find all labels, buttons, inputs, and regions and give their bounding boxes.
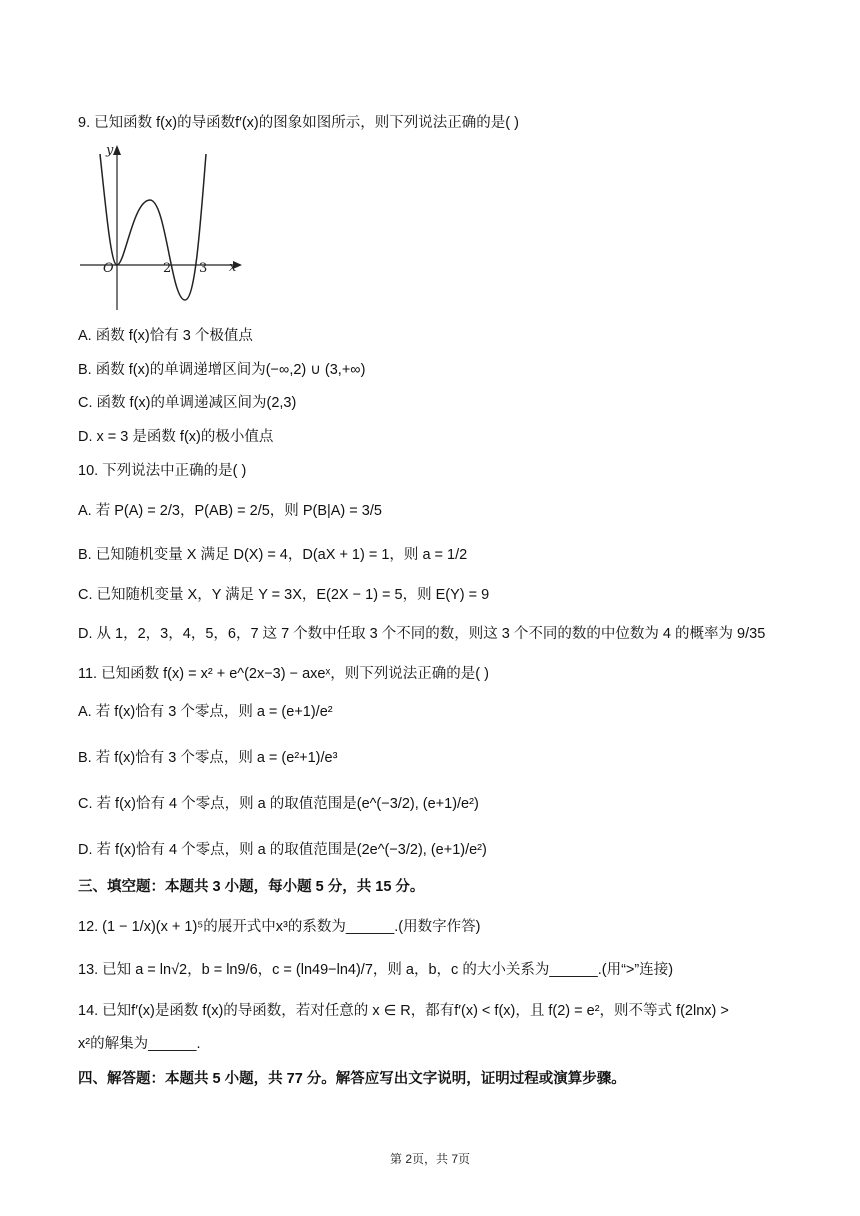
q11-option-a: A. 若 f(x)恰有 3 个零点，则 a = (e+1)/e² [78,704,333,720]
y-axis-arrow [113,145,121,155]
q13: 13. 已知 a = ln√2，b = ln9/6，c = (ln49−ln4)/7，则 a，b，c 的大小关系为______.(用“>”连接) [78,962,674,978]
q10-option-a: A. 若 P(A) = 2/3，P(AB) = 2/5，则 P(B|A) = 3/5 [78,503,382,519]
origin-label: O [103,261,114,276]
derivative-curve [100,154,206,300]
q9-option-b: B. 函数 f(x)的单调递增区间为(−∞,2) ∪ (3,+∞) [78,362,366,378]
q9-option-d: D. x = 3 是函数 f(x)的极小值点 [78,429,274,445]
page-footer: 第 2页，共 7页 [389,1152,471,1166]
q10-option-d: D. 从 1，2，3，4，5，6，7 这 7 个数中任取 3 个不同的数，则这 3 个不同的数的中位数为 4 的概率为 9/35 [78,626,766,642]
q9-stem: 9. 已知函数 f(x)的导函数f′(x)的图象如图所示，则下列说法正确的是( ) [78,115,519,131]
tick-label-3: 3 [199,261,208,276]
q10-stem: 10. 下列说法中正确的是( ) [78,463,247,479]
q10-option-b: B. 已知随机变量 X 满足 D(X) = 4，D(aX + 1) = 1，则 a = 1/2 [78,547,468,563]
section-4-heading: 四、解答题：本题共 5 小题，共 77 分。解答应写出文字说明，证明过程或演算步骤。 [78,1071,626,1087]
x-axis-label: x [229,260,237,275]
q14-line-2: x²的解集为______. [78,1036,201,1052]
q14-line-1: 14. 已知f′(x)是函数 f(x)的导函数，若对任意的 x ∈ R，都有f′(x) < f(x)，且 f(2) = e²，则不等式 f(2lnx) > [78,1003,729,1019]
tick-label-2: 2 [163,261,172,276]
q11-stem: 11. 已知函数 f(x) = x² + e^(2x−3) − axeˣ，则下列说法正确的是( ) [78,666,489,682]
q12: 12. (1 − 1/x)(x + 1)⁵的展开式中x³的系数为______.(用数字作答) [78,919,481,935]
q11-option-d: D. 若 f(x)恰有 4 个零点，则 a 的取值范围是(2e^(−3/2), (e+1)/e²) [78,842,487,858]
q9-option-a: A. 函数 f(x)恰有 3 个极值点 [78,328,253,344]
q10-option-c: C. 已知随机变量 X，Y 满足 Y = 3X，E(2X − 1) = 5，则 E(Y) = 9 [78,587,490,603]
q11-option-b: B. 若 f(x)恰有 3 个零点，则 a = (e²+1)/e³ [78,750,338,766]
q9-option-c: C. 函数 f(x)的单调递减区间为(2,3) [78,395,297,411]
derivative-graph [78,140,258,315]
section-3-heading: 三、填空题：本题共 3 小题，每小题 5 分，共 15 分。 [78,879,425,895]
q11-option-c: C. 若 f(x)恰有 4 个零点，则 a 的取值范围是(e^(−3/2), (e+1)/e²) [78,796,479,812]
y-axis-label: y [106,143,114,158]
